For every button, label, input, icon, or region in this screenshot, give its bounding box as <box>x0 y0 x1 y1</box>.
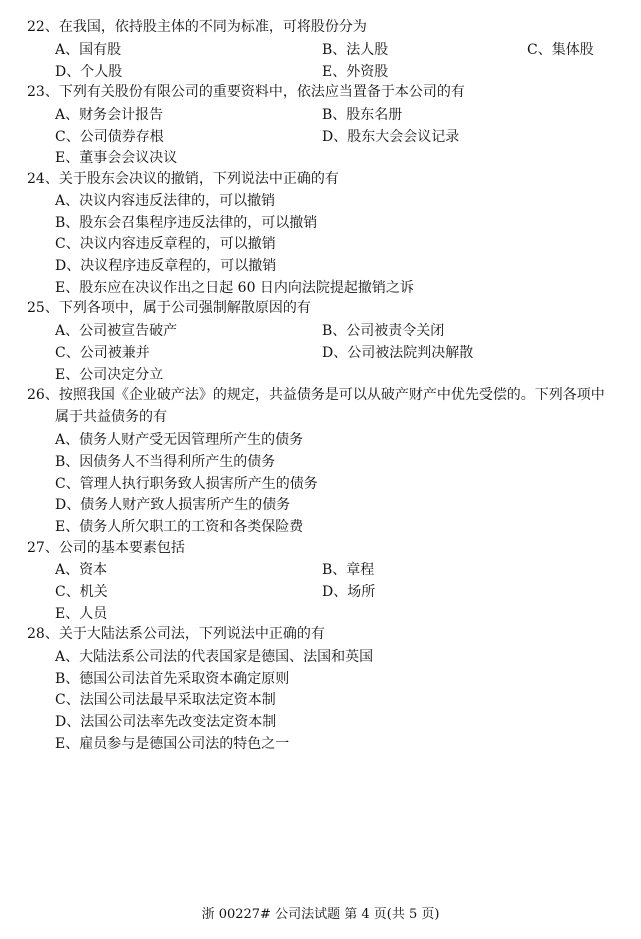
q25-option-b: B、公司被责令关闭 <box>322 323 445 339</box>
question-28-stem: 28、关于大陆法系公司法，下列说法中正确的有 <box>27 626 325 642</box>
q28-option-c: C、法国公司法最早采取法定资本制 <box>55 692 276 708</box>
q26-option-a: A、债务人财产受无因管理所产生的债务 <box>55 432 304 448</box>
q28-option-d: D、法国公司法率先改变法定资本制 <box>55 714 277 730</box>
q23-option-c: C、公司债券存根 <box>55 129 164 145</box>
q28-option-b: B、德国公司法首先采取资本确定原则 <box>55 671 290 687</box>
question-26-stem-text: 26、按照我国《企业破产法》的规定，共益债务是可以从破产财产中优先受偿的。下列各项中属于共益债务的有 <box>27 387 605 425</box>
q24-option-a: A、决议内容违反法律的，可以撤销 <box>55 193 276 209</box>
q26-option-c: C、管理人执行职务致人损害所产生的债务 <box>55 476 318 492</box>
q22-option-e: E、外资股 <box>322 64 389 80</box>
q26-option-e: E、债务人所欠职工的工资和各类保险费 <box>55 519 304 535</box>
q26-option-d: D、债务人财产致人损害所产生的债务 <box>55 497 291 513</box>
q23-option-a: A、财务会计报告 <box>55 107 164 123</box>
page-footer: 浙 00227# 公司法试题 第 4 页(共 5 页) <box>201 907 440 922</box>
q27-option-b: B、章程 <box>322 562 375 578</box>
question-23-stem: 23、下列有关股份有限公司的重要资料中，依法应当置备于本公司的有 <box>27 84 465 100</box>
q26-option-b: B、因债务人不当得利所产生的债务 <box>55 454 276 470</box>
q27-option-d: D、场所 <box>322 584 376 600</box>
q23-option-e: E、董事会会议决议 <box>55 150 178 166</box>
q28-option-e: E、雇员参与是德国公司法的特色之一 <box>55 736 290 752</box>
q22-option-c: C、集体股 <box>527 42 594 58</box>
q24-option-c: C、决议内容违反章程的，可以撤销 <box>55 236 276 252</box>
question-25-stem: 25、下列各项中，属于公司强制解散原因的有 <box>27 300 311 316</box>
q25-option-d: D、公司被法院判决解散 <box>322 345 474 361</box>
q27-option-c: C、机关 <box>55 584 108 600</box>
q23-option-b: B、股东名册 <box>322 107 403 123</box>
q28-option-a: A、大陆法系公司法的代表国家是德国、法国和英国 <box>55 649 374 665</box>
question-22-stem: 22、在我国，依持股主体的不同为标准，可将股份分为 <box>27 19 367 35</box>
question-26-stem <box>27 385 617 428</box>
q24-option-d: D、决议程序违反章程的，可以撤销 <box>55 258 277 274</box>
q22-option-d: D、个人股 <box>55 64 123 80</box>
q24-option-b: B、股东会召集程序违反法律的，可以撤销 <box>55 215 318 231</box>
question-24-stem: 24、关于股东会决议的撤销，下列说法中正确的有 <box>27 171 339 187</box>
q27-option-a: A、资本 <box>55 562 108 578</box>
q25-option-e: E、公司决定分立 <box>55 367 164 383</box>
q25-option-a: A、公司被宣告破产 <box>55 323 178 339</box>
q22-option-b: B、法人股 <box>322 42 389 58</box>
question-27-stem: 27、公司的基本要素包括 <box>27 540 185 556</box>
q23-option-d: D、股东大会会议记录 <box>322 129 460 145</box>
q27-option-e: E、人员 <box>55 606 108 622</box>
q22-option-a: A、国有股 <box>55 42 122 58</box>
q25-option-c: C、公司被兼并 <box>55 345 150 361</box>
q24-option-e: E、股东应在决议作出之日起 60 日内向法院提起撤销之诉 <box>55 280 414 296</box>
